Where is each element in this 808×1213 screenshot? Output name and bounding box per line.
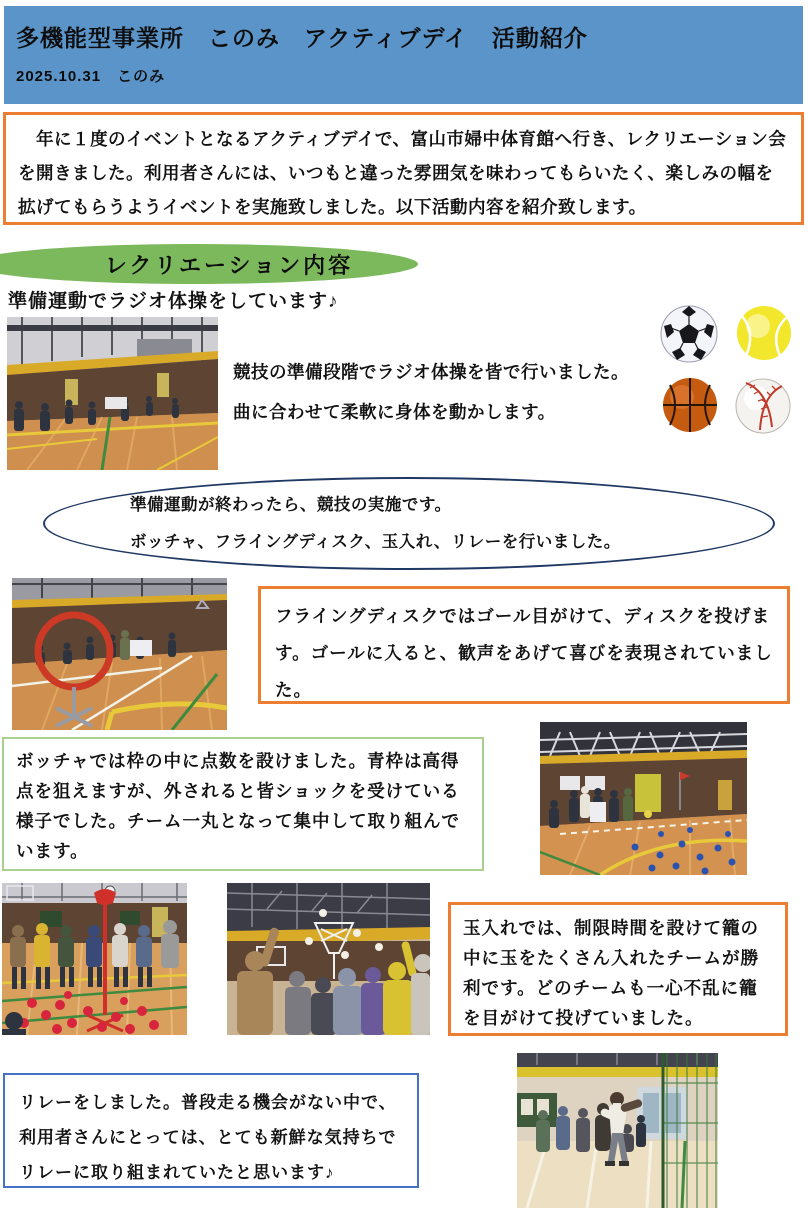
relay-illustration xyxy=(517,1053,718,1208)
tamaire-box xyxy=(448,902,788,1036)
radio-line2: 曲に合わせて柔軟に身体を動かします。 xyxy=(233,402,556,422)
games-line2: ボッチャ、フライングディスク、玉入れ、リレーを行いました。 xyxy=(130,532,621,551)
sports-balls-illustration xyxy=(658,300,796,438)
relay-text: リレーをしました。普段走る機会がない中で、利用者さんにとっては、とても新鮮な気持ちでリレーに取り組まれていたと思います♪ xyxy=(19,1093,397,1182)
photo-flying-disc xyxy=(12,578,227,730)
radio-description xyxy=(233,352,629,432)
flying-disc-text: フライングディスクではゴール目がけて、ディスクを投げます。ゴールに入ると、歓声をあげて喜びを表現されていました。 xyxy=(275,606,773,700)
tennis-ball-icon xyxy=(737,306,791,360)
photo-relay xyxy=(517,1053,718,1208)
baseball-icon xyxy=(736,379,790,433)
photo-radio-exercise xyxy=(7,317,218,470)
tamaire-pole-illustration xyxy=(2,883,187,1035)
tamaire-throwing-illustration xyxy=(227,883,430,1035)
radio-line1: 競技の準備段階でラジオ体操を皆で行いました。 xyxy=(233,362,629,382)
relay-box xyxy=(3,1073,419,1188)
section-heading: レクリエーション内容 xyxy=(104,252,354,278)
photo-boccia xyxy=(540,722,747,875)
boccia-box xyxy=(2,737,484,871)
games-ellipse xyxy=(43,477,775,570)
photo-tamaire-throwing xyxy=(227,883,430,1035)
tamaire-text: 玉入れでは、制限時間を設けて籠の中に玉をたくさん入れたチームが勝利です。どのチームも一心不乱に籠を目がけて投げていました。 xyxy=(463,918,759,1028)
basketball-icon xyxy=(663,378,717,432)
flying-disc-box xyxy=(258,586,790,704)
boccia-illustration xyxy=(540,722,747,875)
sports-balls-image xyxy=(658,300,796,438)
section-heading-ellipse xyxy=(0,244,418,284)
photo-tamaire-pole xyxy=(2,883,187,1035)
date-line: 2025.10.31 このみ xyxy=(16,68,166,85)
soccer-ball-icon xyxy=(661,306,717,362)
page-title: 多機能型事業所 このみ アクティブデイ 活動紹介 xyxy=(16,25,588,51)
page-header xyxy=(4,6,803,104)
flying-disc-illustration xyxy=(12,578,227,730)
intro-box xyxy=(3,112,804,225)
games-line1: 準備運動が終わったら、競技の実施です。 xyxy=(130,495,452,514)
radio-exercise-illustration xyxy=(7,317,218,470)
intro-text: 年に１度のイベントとなるアクティブデイで、富山市婦中体育館へ行き、レクリエーション会を開きました。利用者さんには、いつもと違った雰囲気を味わってもらいたく、楽しみの幅を拡げてもらうようイベントを実施致しました。以下活動内容を紹介致します。 xyxy=(18,129,787,217)
boccia-text: ボッチャでは枠の中に点数を設けました。青枠は高得点を狙えますが、外されると皆ショックを受けている様子でした。チーム一丸となって集中して取り組んでいます。 xyxy=(16,751,460,861)
radio-caption: 準備運動でラジオ体操をしています♪ xyxy=(8,291,339,312)
